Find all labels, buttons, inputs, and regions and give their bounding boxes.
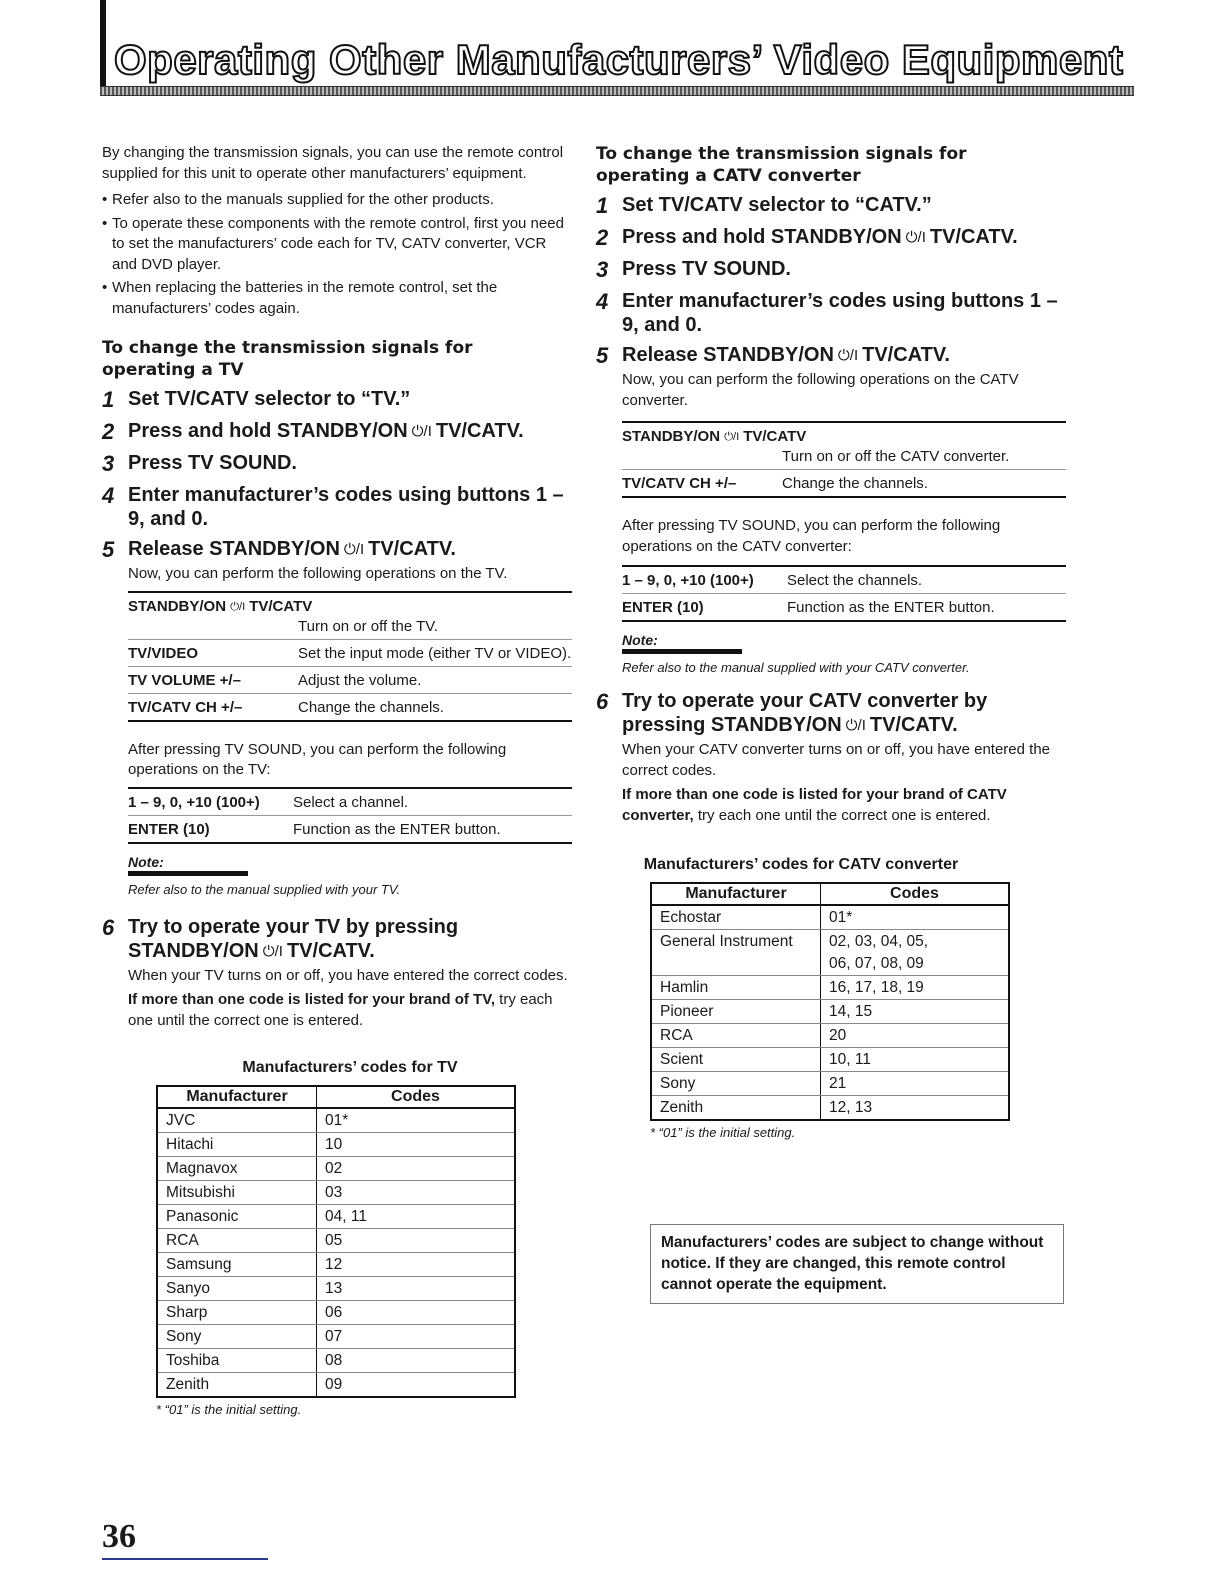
table-row: [622, 422, 1066, 470]
codes-cell: 14, 15: [821, 1000, 1010, 1024]
step-title: Enter manufacturer’s codes using buttons 1 – 9, and 0.: [622, 290, 1058, 336]
table-row: [157, 1253, 515, 1277]
manufacturer-cell: RCA: [651, 1024, 821, 1048]
table-key: TV/CATV CH +/–: [622, 475, 737, 492]
operations-table-2: [128, 787, 572, 844]
manufacturer-cell: Hamlin: [651, 976, 821, 1000]
column-header: Manufacturer: [651, 883, 821, 905]
column-header: Manufacturer: [157, 1086, 317, 1108]
left-column: [102, 143, 572, 1417]
step-text: When your CATV converter turns on or off, you have entered the correct codes.: [622, 741, 1051, 779]
codes-caption-catv: Manufacturers’ codes for CATV converter: [643, 856, 959, 873]
note-label: Note:: [622, 632, 742, 654]
power-standby-icon: ⏻/I: [905, 229, 926, 246]
operations-table-2: [622, 565, 1066, 622]
table-value: Change the channels.: [782, 475, 928, 492]
table-header-row: [651, 883, 1009, 905]
codes-cell: 21: [821, 1072, 1010, 1096]
table-row: [157, 1229, 515, 1253]
codes-cell: 12: [317, 1253, 516, 1277]
step-hint: If more than one code is listed for your brand of TV, try each one until the correct one is entered.: [128, 991, 553, 1029]
table-row: [651, 1072, 1009, 1096]
section-title-tv: To change the transmission signals for operating a TV: [102, 338, 473, 380]
step-title: Release STANDBY/ON ⏻/I TV/CATV.: [622, 344, 950, 366]
step-1: [596, 193, 1066, 219]
step-number: 1: [102, 387, 115, 412]
table-row: [128, 592, 572, 640]
manufacturer-cell: Echostar: [651, 905, 821, 930]
page-header: [100, 0, 1134, 100]
step-2: [596, 225, 1066, 251]
table-row: [157, 1157, 515, 1181]
step-number: 4: [102, 483, 115, 508]
table-value: Adjust the volume.: [298, 666, 572, 693]
table-value: Function as the ENTER button.: [293, 820, 501, 838]
codes-cell: 07: [317, 1325, 516, 1349]
footnote: * “01” is the initial setting.: [650, 1125, 796, 1140]
table-row: [622, 594, 1066, 622]
codes-cell: 04, 11: [317, 1205, 516, 1229]
table-row: [157, 1108, 515, 1133]
manufacturer-cell: Sharp: [157, 1301, 317, 1325]
table-row: [622, 566, 1066, 594]
table-row: [651, 1096, 1009, 1121]
codes-cell: 02: [317, 1157, 516, 1181]
step-text: When your TV turns on or off, you have entered the correct codes.: [128, 966, 568, 984]
step-title: Set TV/CATV selector to “CATV.”: [622, 194, 932, 216]
codes-cell: 09: [325, 1376, 343, 1393]
step-number: 5: [102, 537, 115, 562]
table-key: 1 – 9, 0, +10 (100+): [128, 788, 293, 816]
table-row: [157, 1301, 515, 1325]
step-3: [596, 257, 1066, 283]
table-value: Function as the ENTER button.: [787, 599, 995, 616]
header-accent-bar: [100, 0, 106, 92]
page-number-rule: [102, 1558, 268, 1560]
note-text: Refer also to the manual supplied with your TV.: [128, 881, 401, 897]
right-column: [596, 143, 1066, 1304]
step-2: [102, 419, 572, 445]
step-number: 4: [596, 289, 609, 314]
step-hint: If more than one code is listed for your brand of CATV converter, try each one until the correct one is entered.: [622, 786, 1007, 824]
bullet-item: • When replacing the batteries in the remote control, set the manufacturers’ codes again.: [102, 278, 572, 319]
codes-table-tv: [156, 1085, 516, 1398]
table-key: STANDBY/ON ⏻/I TV/CATV Turn on or off the CATV converter.: [622, 422, 1066, 470]
notice-box: Manufacturers’ codes are subject to change without notice. If they are changed, this remote control cannot operate the equipment.: [650, 1224, 1064, 1304]
manufacturer-cell: Mitsubishi: [157, 1181, 317, 1205]
table-row: [157, 1133, 515, 1157]
codes-cell: 12, 13: [829, 1099, 873, 1116]
step-6: [596, 689, 1066, 826]
intro-bullets: [102, 190, 572, 319]
manufacturer-cell: Zenith: [651, 1096, 821, 1121]
after-text: After pressing TV SOUND, you can perform the following operations on the TV:: [128, 740, 507, 778]
table-value: Set the input mode (either TV or VIDEO).: [298, 639, 572, 666]
step-1: [102, 387, 572, 413]
table-row: [128, 639, 572, 666]
step-6: [102, 915, 572, 1032]
table-row: [651, 1048, 1009, 1072]
table-value: Turn on or off the CATV converter.: [782, 448, 1010, 465]
table-row: [128, 693, 572, 721]
table-row: [651, 976, 1009, 1000]
table-row: [651, 905, 1009, 930]
table-row: [651, 1024, 1009, 1048]
manufacturer-cell: JVC: [157, 1108, 317, 1133]
codes-cell: 08: [317, 1349, 516, 1373]
page-number: 36: [102, 1518, 136, 1555]
power-standby-icon: ⏻/I: [230, 600, 246, 613]
codes-cell: 06: [317, 1301, 516, 1325]
codes-cell: 16, 17, 18, 19: [821, 976, 1010, 1000]
intro-text: By changing the transmission signals, you can use the remote control supplied for this unit to operate other manufacturers’ equipment.: [102, 144, 564, 182]
table-row: [651, 930, 1009, 976]
power-standby-icon: ⏻/I: [837, 347, 859, 364]
step-title: Press TV SOUND.: [128, 452, 297, 474]
table-key: ENTER (10): [128, 820, 210, 838]
bullet-item: • Refer also to the manuals supplied for the other products.: [102, 190, 572, 211]
note-text: Refer also to the manual supplied with your CATV converter.: [622, 660, 970, 675]
codes-cell: 20: [821, 1024, 1010, 1048]
step-5: [102, 537, 572, 897]
table-row: [157, 1181, 515, 1205]
step-number: 3: [102, 451, 115, 476]
section-title-catv: To change the transmission signals for operating a CATV converter: [596, 144, 967, 186]
manufacturer-cell: Zenith: [157, 1373, 317, 1398]
table-row: [128, 815, 572, 843]
table-key: ENTER (10): [622, 599, 704, 616]
table-row: [157, 1277, 515, 1301]
table-row: [157, 1349, 515, 1373]
table-key: TV/VIDEO: [128, 639, 298, 666]
manufacturer-cell: General Instrument: [651, 930, 821, 976]
codes-cell: 10, 11: [821, 1048, 1010, 1072]
step-title: Try to operate your TV by pressing STANDBY/ON ⏻/I TV/CATV.: [128, 915, 459, 962]
step-title: Try to operate your CATV converter by pressing STANDBY/ON ⏻/I TV/CATV.: [622, 690, 988, 736]
column-header: Codes: [821, 883, 1010, 905]
step-title: Press TV SOUND.: [622, 258, 791, 280]
step-number: 6: [102, 914, 115, 940]
manufacturer-cell: Magnavox: [157, 1157, 317, 1181]
step-3: [102, 451, 572, 477]
manufacturer-cell: RCA: [157, 1229, 317, 1253]
step-title: Enter manufacturer’s codes using buttons 1 – 9, and 0.: [128, 484, 564, 530]
step-number: 1: [596, 193, 609, 218]
table-value: Select the channels.: [787, 566, 1066, 594]
step-number: 2: [102, 419, 115, 444]
codes-cell: 01*: [821, 905, 1010, 930]
manufacturer-cell: Sanyo: [157, 1277, 317, 1301]
table-key: 1 – 9, 0, +10 (100+): [622, 566, 787, 594]
codes-caption-tv: Manufacturers’ codes for TV: [242, 1059, 458, 1076]
step-text: Now, you can perform the following operations on the TV.: [128, 565, 508, 582]
operations-table: [622, 421, 1066, 498]
step-5: [596, 343, 1066, 675]
power-standby-icon: ⏻/I: [411, 423, 432, 440]
table-row: [157, 1373, 515, 1398]
codes-cell: 02, 03, 04, 05, 06, 07, 08, 09: [821, 930, 1010, 976]
power-standby-icon: ⏻/I: [343, 541, 365, 558]
table-row: [157, 1325, 515, 1349]
table-row: [157, 1205, 515, 1229]
codes-cell: 10: [317, 1133, 516, 1157]
note-label: Note:: [128, 854, 248, 876]
manufacturer-cell: Scient: [651, 1048, 821, 1072]
manufacturer-cell: Panasonic: [157, 1205, 317, 1229]
step-title: Press and hold STANDBY/ON ⏻/I TV/CATV.: [622, 226, 1018, 248]
step-number: 5: [596, 343, 609, 368]
codes-cell: 05: [317, 1229, 516, 1253]
manufacturer-cell: Toshiba: [157, 1349, 317, 1373]
table-row: [128, 788, 572, 816]
table-value: Change the channels.: [298, 698, 444, 716]
table-key: TV VOLUME +/–: [128, 666, 298, 693]
manufacturer-cell: Hitachi: [157, 1133, 317, 1157]
table-key: TV/CATV CH +/–: [128, 698, 243, 716]
codes-cell: 13: [317, 1277, 516, 1301]
table-row: [128, 666, 572, 693]
power-standby-icon: ⏻/I: [845, 717, 866, 734]
step-text: Now, you can perform the following operations on the CATV converter.: [622, 371, 1019, 409]
bullet-item: • To operate these components with the remote control, first you need to set the manufacturers’ code each for TV, CATV converter, VCR and DVD player.: [102, 214, 572, 276]
step-title: Set TV/CATV selector to “TV.”: [128, 388, 411, 410]
step-number: 2: [596, 225, 609, 250]
column-header: Codes: [317, 1086, 516, 1108]
table-key: STANDBY/ON ⏻/I TV/CATV Turn on or off the TV.: [128, 592, 572, 640]
power-standby-icon: ⏻/I: [724, 431, 740, 443]
step-title: Press and hold STANDBY/ON ⏻/I TV/CATV.: [128, 420, 524, 442]
table-row: [622, 470, 1066, 498]
step-number: 3: [596, 257, 609, 282]
operations-table: [128, 591, 572, 722]
codes-cell: 01*: [317, 1108, 516, 1133]
manufacturer-cell: Samsung: [157, 1253, 317, 1277]
step-number: 6: [596, 689, 609, 714]
step-title: Release STANDBY/ON ⏻/I TV/CATV.: [128, 538, 456, 560]
manufacturer-cell: Sony: [651, 1072, 821, 1096]
table-row: [651, 1000, 1009, 1024]
codes-cell: 03: [317, 1181, 516, 1205]
manufacturer-cell: Sony: [157, 1325, 317, 1349]
page-title: Operating Other Manufacturers’ Video Equipment: [114, 36, 1124, 83]
footnote: * “01” is the initial setting.: [156, 1402, 302, 1417]
step-4: [596, 289, 1066, 337]
header-rule: [100, 86, 1134, 96]
table-value: Select a channel.: [293, 788, 572, 816]
codes-table-catv: [650, 882, 1010, 1121]
manufacturer-cell: Pioneer: [651, 1000, 821, 1024]
power-standby-icon: ⏻/I: [262, 942, 283, 960]
table-value: Turn on or off the TV.: [298, 617, 439, 635]
table-header-row: [157, 1086, 515, 1108]
step-4: [102, 483, 572, 531]
after-text: After pressing TV SOUND, you can perform the following operations on the CATV converter:: [622, 517, 1001, 555]
